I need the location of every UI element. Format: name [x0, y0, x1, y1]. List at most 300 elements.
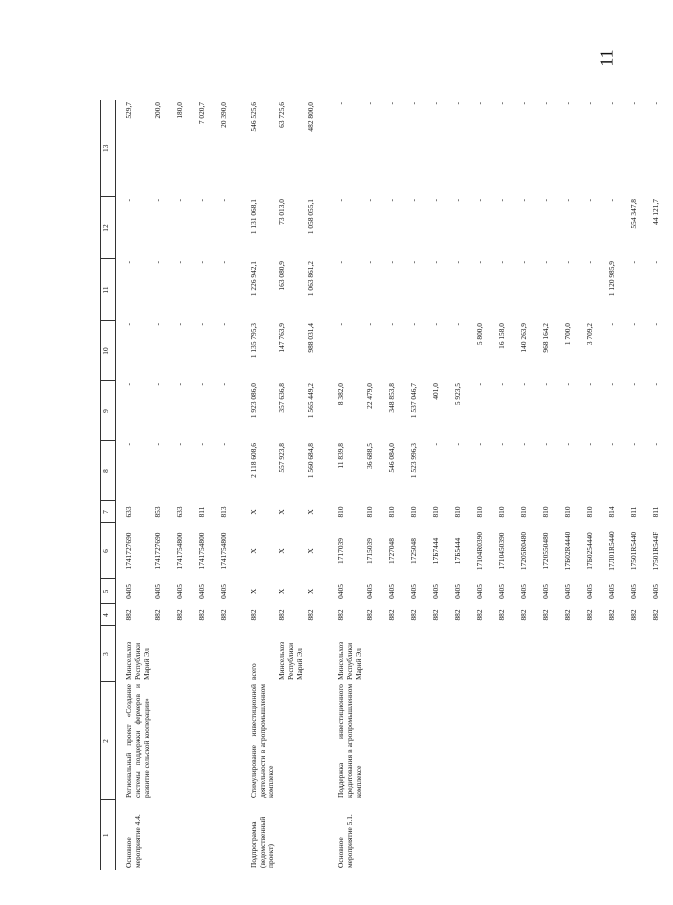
table-cell-col-7: 810	[518, 506, 528, 518]
table-cell-col-7: 810	[430, 506, 440, 518]
table-cell-col-3	[563, 626, 585, 682]
table-cell-col-12: -	[518, 199, 528, 202]
table-cell-col-9: -	[174, 383, 184, 386]
table-row	[497, 100, 519, 870]
table-cell-col-3	[365, 626, 387, 682]
table-cell-col-1	[585, 800, 607, 870]
table-cell-col-7: 810	[408, 506, 418, 518]
table-cell-col-2	[387, 682, 409, 800]
table-cell-col-13: -	[335, 102, 345, 105]
table-cell-col-1	[497, 800, 519, 870]
table-cell-col-7: 810	[562, 506, 572, 518]
table-cell-col-11: -	[218, 261, 228, 264]
table-cell-col-5: 0405	[152, 584, 162, 599]
table-row	[431, 100, 453, 870]
table-cell-col-7: 813	[218, 506, 228, 518]
table-cell-col-8: -	[218, 443, 228, 446]
table-cell-col-11: 163 080,9	[277, 261, 287, 291]
table-cell-col-11: -	[430, 261, 440, 264]
table-cell-col-9: 357 636,8	[277, 383, 287, 413]
column-header: 11	[101, 259, 116, 321]
table-cell-col-6: 1741727690	[152, 532, 162, 570]
table-cell-col-13: -	[584, 102, 594, 105]
table-cell-col-5: 0405	[584, 584, 594, 599]
column-header: 10	[101, 321, 116, 381]
table-cell-col-8: 557 923,8	[277, 443, 287, 473]
table-cell-col-10: -	[364, 323, 374, 326]
table-cell-col-12: -	[124, 199, 133, 202]
column-header: 4	[101, 604, 116, 626]
table-cell-col-13: 63 725,6	[277, 102, 287, 128]
table-cell-col-8: -	[496, 443, 506, 446]
table-cell-col-8: -	[174, 443, 184, 446]
table-cell-col-3	[519, 626, 541, 682]
table-cell-col-12: 1 131 068,1	[248, 199, 258, 235]
table-cell-col-2	[175, 682, 197, 800]
table-cell-col-5: 0405	[430, 584, 440, 599]
table-cell-col-13: -	[518, 102, 528, 105]
table-cell-col-1	[197, 800, 219, 870]
table-cell-col-13: -	[408, 102, 418, 105]
table-cell-col-7: 633	[174, 506, 184, 518]
table-cell-col-2	[365, 682, 387, 800]
table-cell-col-5: 0405	[496, 584, 506, 599]
table-cell-col-9: -	[152, 383, 162, 386]
table-cell-col-12: 554 347,8	[628, 199, 638, 229]
table-cell-col-1	[519, 800, 541, 870]
table-row	[197, 100, 219, 870]
table-cell-col-3	[497, 626, 519, 682]
table-cell-col-1	[365, 800, 387, 870]
table-cell-col-4: 882	[152, 609, 162, 621]
table-cell-col-6: 1741727690	[124, 532, 133, 570]
table-cell-col-9: 22 479,0	[364, 383, 374, 409]
table-cell-col-4: 882	[248, 609, 258, 621]
table-cell-col-9: 5 923,5	[452, 383, 462, 406]
table-row	[277, 100, 306, 870]
table-row	[541, 100, 563, 870]
table-cell-col-8: -	[430, 443, 440, 446]
table-row	[651, 100, 673, 870]
table-cell-col-5: 0405	[628, 584, 638, 599]
column-header: 12	[101, 197, 116, 259]
table-cell-col-13: -	[650, 102, 660, 105]
table-cell-col-11: -	[650, 261, 660, 264]
table-cell-col-6: 17Б02R4440	[562, 531, 572, 571]
table-cell-col-12: -	[174, 199, 184, 202]
table-cell-col-6: X	[277, 548, 287, 554]
table-cell-col-1	[387, 800, 409, 870]
table-cell-col-12: 44 121,7	[650, 199, 660, 225]
table-cell-col-1	[409, 800, 431, 870]
table-cell-col-5: 0405	[452, 584, 462, 599]
table-cell-col-3	[306, 626, 328, 682]
table-cell-col-7: 810	[335, 506, 345, 518]
table-cell-col-9: 1 537 046,7	[408, 383, 418, 419]
table-cell-col-4: 882	[277, 609, 287, 621]
table-cell-col-6: 1725048	[408, 538, 418, 564]
table-cell-col-3	[585, 626, 607, 682]
table-cell-col-6: 1710450390	[496, 532, 506, 570]
table-cell-col-8: -	[650, 443, 660, 446]
table-cell-col-12: -	[152, 199, 162, 202]
table-cell-col-8: -	[474, 443, 484, 446]
table-cell-col-9: 1 923 086,0	[248, 383, 258, 419]
page-number: 11	[596, 49, 617, 67]
table-cell-col-1	[277, 800, 306, 870]
table-cell-col-13: -	[628, 102, 638, 105]
table-cell-col-6: 1741754800	[196, 532, 206, 570]
table-cell-col-1	[153, 800, 175, 870]
table-cell-col-7: 633	[124, 506, 133, 518]
table-cell-col-8: -	[196, 443, 206, 446]
table-cell-col-13: 200,0	[152, 102, 162, 119]
table-cell-col-10: -	[408, 323, 418, 326]
table-cell-col-1	[475, 800, 497, 870]
column-header: 2	[101, 682, 116, 800]
table-cell-col-6: 1720550480	[540, 532, 550, 570]
table-cell-col-1: Подпрограмма (ведомственный проект)	[248, 816, 276, 868]
table-cell-col-12: -	[430, 199, 440, 202]
table-row	[519, 100, 541, 870]
table-row	[607, 100, 629, 870]
table-cell-col-8: -	[562, 443, 572, 446]
table-cell-col-8: -	[124, 443, 133, 446]
table-cell-col-6: 1741754800	[174, 532, 184, 570]
table-cell-col-10: -	[124, 323, 133, 326]
table-cell-col-7: 810	[474, 506, 484, 518]
table-cell-col-5: 0405	[562, 584, 572, 599]
table-cell-col-4: 882	[196, 609, 206, 621]
table-cell-col-11: -	[584, 261, 594, 264]
table-cell-col-6: X	[248, 548, 258, 554]
table-cell-col-5: 0405	[606, 584, 616, 599]
table-row	[365, 100, 387, 870]
table-cell-col-6: 17104R0390	[474, 531, 484, 571]
table-cell-col-13: -	[562, 102, 572, 105]
table-cell-col-11: -	[364, 261, 374, 264]
table-cell-col-10: -	[196, 323, 206, 326]
table-cell-col-12: -	[408, 199, 418, 202]
table-cell-col-11: -	[496, 261, 506, 264]
table-cell-col-9: -	[474, 383, 484, 386]
header-row	[101, 100, 116, 870]
table-cell-col-3	[629, 626, 651, 682]
table-cell-col-11: -	[562, 261, 572, 264]
table-row	[153, 100, 175, 870]
table-cell-col-9: -	[584, 383, 594, 386]
table-cell-col-12: -	[364, 199, 374, 202]
table-cell-col-12: 1 058 055,1	[305, 199, 315, 235]
table-row	[563, 100, 585, 870]
table-cell-col-10: -	[650, 323, 660, 326]
table-cell-col-12: -	[452, 199, 462, 202]
table-cell-col-11: -	[124, 261, 133, 264]
column-header: 13	[101, 100, 116, 197]
table-cell-col-3: всего	[248, 663, 258, 680]
table-cell-col-12: -	[196, 199, 206, 202]
table-row	[306, 100, 328, 870]
table-cell-col-1	[563, 800, 585, 870]
table-cell-col-13: 180,0	[174, 102, 184, 119]
table-cell-col-3	[651, 626, 673, 682]
table-cell-col-2	[607, 682, 629, 800]
table-cell-col-8: -	[628, 443, 638, 446]
table-cell-col-10: 140 263,9	[518, 323, 528, 353]
table-cell-col-2	[497, 682, 519, 800]
table-row	[453, 100, 475, 870]
table-row	[116, 100, 153, 870]
table-cell-col-13: -	[386, 102, 396, 105]
budget-table	[100, 100, 673, 870]
table-row	[175, 100, 197, 870]
table-cell-col-9: -	[540, 383, 550, 386]
table-cell-col-6: 17Б5444	[452, 537, 462, 565]
table-cell-col-13: 546 525,6	[248, 102, 258, 132]
column-header: 7	[101, 501, 116, 523]
table-cell-col-2	[585, 682, 607, 800]
table-cell-col-11: -	[386, 261, 396, 264]
table-cell-col-11: -	[452, 261, 462, 264]
table-cell-col-9: 1 565 449,2	[305, 383, 315, 419]
table-cell-col-8: 1 560 684,8	[305, 443, 315, 479]
table-cell-col-3	[431, 626, 453, 682]
table-cell-col-8: -	[152, 443, 162, 446]
table-cell-col-6: 1727048	[386, 538, 396, 564]
table-cell-col-3	[387, 626, 409, 682]
table-cell-col-12: 73 013,0	[277, 199, 287, 225]
table-cell-col-7: 810	[452, 506, 462, 518]
table-cell-col-6: 1717039	[335, 538, 345, 564]
table-cell-col-6: 17205R0480	[518, 531, 528, 571]
table-cell-col-1	[306, 800, 328, 870]
column-header: 5	[101, 579, 116, 604]
table-cell-col-4: 882	[562, 609, 572, 621]
column-header: 8	[101, 441, 116, 501]
table-cell-col-12: -	[218, 199, 228, 202]
table-cell-col-6: 17Б0254440	[584, 532, 594, 570]
table-cell-col-10: 5 800,0	[474, 323, 484, 346]
table-cell-col-2	[651, 682, 673, 800]
table-cell-col-2	[409, 682, 431, 800]
table-cell-col-13: 7 020,7	[196, 102, 206, 125]
table-cell-col-7: 810	[364, 506, 374, 518]
table-cell-col-3: Минсельхоз Республики Марий Эл	[335, 641, 363, 680]
table-cell-col-5: 0405	[124, 584, 133, 599]
table-cell-col-9: -	[606, 383, 616, 386]
table-cell-col-6: 17Б7444	[430, 537, 440, 565]
table-cell-col-10: 988 031,4	[305, 323, 315, 353]
table-cell-col-4: 882	[218, 609, 228, 621]
table-cell-col-8: 36 688,5	[364, 443, 374, 469]
table-body	[116, 100, 673, 870]
table-cell-col-5: X	[277, 588, 287, 595]
table-cell-col-1	[431, 800, 453, 870]
table-cell-col-4: 882	[364, 609, 374, 621]
table-cell-col-5: 0405	[386, 584, 396, 599]
table-cell-col-10: -	[174, 323, 184, 326]
table-cell-col-8: -	[606, 443, 616, 446]
table-cell-col-9: 348 853,8	[386, 383, 396, 413]
table-cell-col-3	[541, 626, 563, 682]
table-cell-col-12: -	[474, 199, 484, 202]
page-number-box	[590, 36, 624, 80]
table-row	[241, 100, 278, 870]
table-cell-col-8: 546 084,0	[386, 443, 396, 473]
table-cell-col-2	[306, 682, 328, 800]
table-cell-col-7: 810	[386, 506, 396, 518]
table-cell-col-13: -	[540, 102, 550, 105]
table-cell-col-7: 811	[650, 506, 660, 518]
table-cell-col-9: -	[650, 383, 660, 386]
table-cell-col-13: -	[452, 102, 462, 105]
table-cell-col-4: 882	[408, 609, 418, 621]
table-cell-col-11: -	[174, 261, 184, 264]
table-cell-col-8: 1 523 996,3	[408, 443, 418, 479]
table-cell-col-2	[197, 682, 219, 800]
table-cell-col-5: 0405	[474, 584, 484, 599]
table-cell-col-10: 16 158,0	[496, 323, 506, 349]
table-cell-col-1	[607, 800, 629, 870]
table-cell-col-3	[153, 626, 175, 682]
table-cell-col-3	[219, 626, 241, 682]
table-cell-col-2	[475, 682, 497, 800]
rotated-table-area	[100, 100, 660, 870]
table-cell-col-3: Минсельхоз Республики Марий Эл	[124, 641, 151, 680]
table-cell-col-9: -	[518, 383, 528, 386]
table-row	[475, 100, 497, 870]
table-cell-col-5: 0405	[540, 584, 550, 599]
table-cell-col-5: 0405	[364, 584, 374, 599]
table-cell-col-11: -	[474, 261, 484, 264]
table-cell-col-13: -	[364, 102, 374, 105]
table-cell-col-10: -	[628, 323, 638, 326]
table-cell-col-4: 882	[335, 609, 345, 621]
table-cell-col-11: -	[152, 261, 162, 264]
table-cell-col-12: -	[562, 199, 572, 202]
table-cell-col-13: -	[474, 102, 484, 105]
column-header: 3	[101, 626, 116, 682]
table-cell-col-9: -	[628, 383, 638, 386]
table-cell-col-12: -	[496, 199, 506, 202]
table-cell-col-2	[431, 682, 453, 800]
table-cell-col-4: 882	[174, 609, 184, 621]
table-cell-col-4: 882	[518, 609, 528, 621]
table-cell-col-9: -	[496, 383, 506, 386]
table-cell-col-11: -	[540, 261, 550, 264]
table-cell-col-5: 0405	[408, 584, 418, 599]
table-cell-col-1	[629, 800, 651, 870]
column-header: 6	[101, 523, 116, 579]
table-cell-col-9: -	[124, 383, 133, 386]
table-cell-col-11: -	[518, 261, 528, 264]
table-cell-col-12: -	[584, 199, 594, 202]
table-cell-col-4: 882	[386, 609, 396, 621]
table-cell-col-13: 529,7	[124, 102, 133, 119]
table-cell-col-4: 882	[496, 609, 506, 621]
table-cell-col-8: -	[584, 443, 594, 446]
table-cell-col-4: 882	[452, 609, 462, 621]
table-cell-col-8: -	[518, 443, 528, 446]
table-cell-col-2: Региональный проект «Создание системы поддержки фермеров и развитие сельской кооперации»	[124, 684, 151, 798]
table-cell-col-4: 882	[606, 609, 616, 621]
table-cell-col-13: 482 800,0	[305, 102, 315, 132]
table-cell-col-2	[219, 682, 241, 800]
table-cell-col-5: X	[248, 588, 258, 595]
table-cell-col-2	[563, 682, 585, 800]
table-cell-col-11: -	[408, 261, 418, 264]
table-cell-col-11: -	[335, 261, 345, 264]
table-cell-col-13: -	[430, 102, 440, 105]
table-cell-col-4: 882	[650, 609, 660, 621]
table-row	[328, 100, 365, 870]
table-cell-col-2	[629, 682, 651, 800]
table-cell-col-4: 882	[474, 609, 484, 621]
table-cell-col-12: -	[335, 199, 345, 202]
table-cell-col-12: -	[386, 199, 396, 202]
table-cell-col-10: -	[335, 323, 345, 326]
table-cell-col-2: Стимулирование инвестиционной деятельности в агропромышленном комплексе	[248, 684, 276, 798]
table-cell-col-9: -	[562, 383, 572, 386]
table-cell-col-4: 882	[124, 609, 133, 621]
table-cell-col-6: 1741754800	[218, 532, 228, 570]
table-cell-col-8: 11 839,8	[335, 443, 345, 469]
table-cell-col-11: 1 120 985,9	[606, 261, 616, 297]
table-cell-col-8: 2 118 608,6	[248, 443, 258, 478]
table-cell-col-12: -	[606, 199, 616, 202]
table-cell-col-7: 814	[606, 506, 616, 518]
table-cell-col-5: 0405	[518, 584, 528, 599]
table-cell-col-13: 20 390,0	[218, 102, 228, 128]
table-cell-col-3	[453, 626, 475, 682]
table-row	[585, 100, 607, 870]
table-cell-col-6: 17Л01R5440	[606, 531, 616, 571]
table-cell-col-9: 8 382,0	[335, 383, 345, 406]
table-row	[387, 100, 409, 870]
column-header: 1	[101, 800, 116, 870]
table-cell-col-10: 3 709,2	[584, 323, 594, 346]
table-cell-col-13: -	[606, 102, 616, 105]
table-cell-col-12: -	[540, 199, 550, 202]
table-cell-col-7: 811	[628, 506, 638, 518]
table-cell-col-10: -	[152, 323, 162, 326]
table-cell-col-4: 882	[430, 609, 440, 621]
table-cell-col-6: 17501R5440	[628, 531, 638, 571]
table-row	[409, 100, 431, 870]
table-cell-col-7: 811	[196, 506, 206, 518]
column-header: 9	[101, 381, 116, 441]
table-cell-col-6: 17501R544F	[650, 531, 660, 571]
table-cell-col-2	[277, 682, 306, 800]
table-cell-col-7: 810	[540, 506, 550, 518]
table-cell-col-1	[453, 800, 475, 870]
table-cell-col-1	[175, 800, 197, 870]
table-cell-col-2	[541, 682, 563, 800]
table-cell-col-10: -	[606, 323, 616, 326]
table-cell-col-8: -	[452, 443, 462, 446]
table-cell-col-5: 0405	[196, 584, 206, 599]
table-cell-col-7: X	[248, 509, 258, 515]
table-cell-col-1: Основное мероприятие 4.4.	[124, 814, 142, 868]
table-cell-col-9: -	[218, 383, 228, 386]
table-cell-col-13: -	[496, 102, 506, 105]
table-cell-col-10: -	[386, 323, 396, 326]
table-cell-col-5: 0405	[174, 584, 184, 599]
table-cell-col-8: -	[540, 443, 550, 446]
table-cell-col-2: Поддержка инвестиционного кредитования в агропромышленном комплексе	[335, 684, 363, 798]
table-cell-col-1	[651, 800, 673, 870]
table-cell-col-3	[409, 626, 431, 682]
